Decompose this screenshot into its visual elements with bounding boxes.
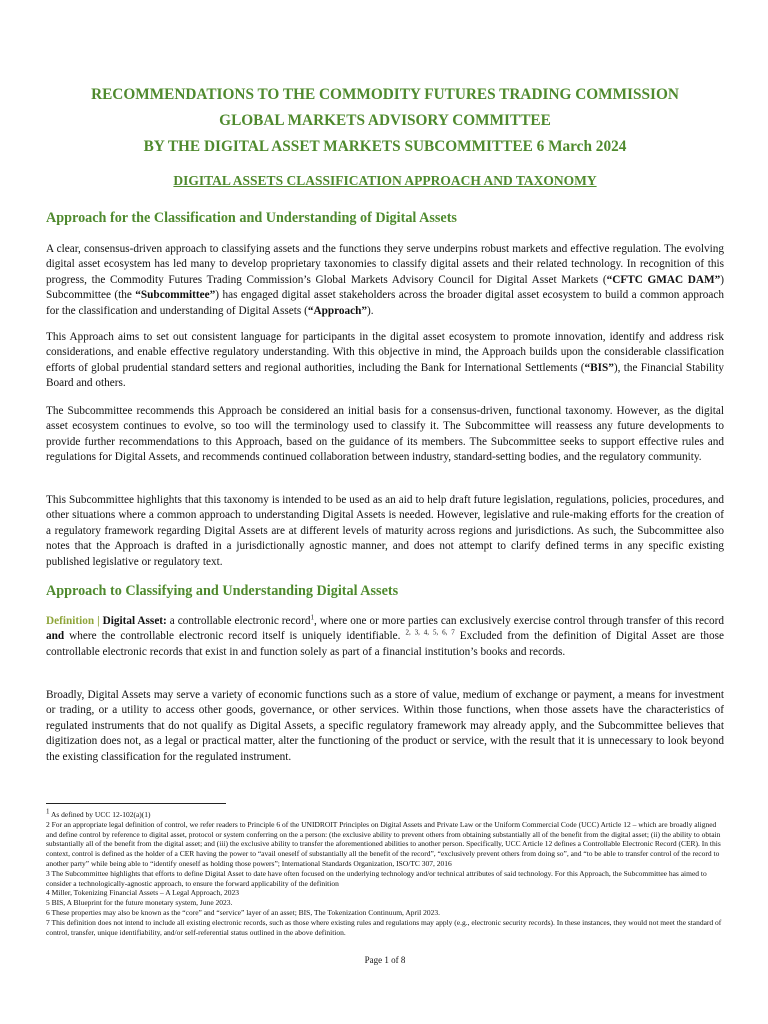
p2-text-a: This Approach aims to set out consistent language for participants in the digital asset ecosystem to promote innovation, identify and address risk considerations, and enable effective regulatory understanding. With this objective in mind, the Approach builds upon the considerable classification efforts of global prudential standard setters and regional authorities, including the Bank for International Settlements ( [46,331,724,374]
definition-term: Digital Asset: [102,615,167,627]
definition-text-a: a controllable electronic record [166,615,311,627]
document-subtitle: DIGITAL ASSETS CLASSIFICATION APPROACH AND TAXONOMY [173,173,597,188]
p1-text-a: A clear, consensus-driven approach to classifying assets and the functions they serve underpins robust markets and effective regulation. The evolving digital asset ecosystem has led many to develop proprietary taxonomies to classify digital assets and their related technology. In recognition of this progress, the Commodity Futures Trading Commission’s Global Markets Advisory Council for Digital Asset Markets ( [46,243,724,286]
footnote-1 [46,807,724,820]
paragraph-recommendation: The Subcommittee recommends this Approach be considered an initial basis for a consensus-driven, functional taxonomy. However, as the digital asset ecosystem continues to evolve, so too will the terminology used to classify it. The Subcommittee will reassess any future developments to provide further recommendations to this Approach, based on the guidance of its members. The Subcommittee seeks to support effective rules and regulations for Digital Assets, and recommends continued collaboration between industry, standard-setting bodies, and the regulatory community. [46,405,724,464]
p1-term-subcommittee: “Subcommittee” [135,289,216,302]
footnote-ref-1[interactable]: 1 [310,613,315,622]
footnote-2: 2 For an appropriate legal definition of control, we refer readers to Principle 6 of the UNIDROIT Principles on Digital Assets and Private Law or the Uniform Commercial Code (UCC) Article 12 – which are broadly aligned and define control by reference to digital asset, protocol or system conferring on the a person: (the exclusive ability to prevent others from obtaining substantially all of the benefit from the digital asset; (ii) the ability to obtain substantially all of the benefit from the digital asset; and (iii) the exclusive ability to transfer the aforementioned abilities to another person. Specifically, UCC Article 12 defines a Controllable Electronic Record (CER). In this context, control is defined as the holder of a CER having the power to “avail oneself of substantially all the benefit of the record”, “exclusively prevent others from doing so”, and “to be able to transfer control of the record to another party” while being able to “identify oneself as holding those powers”; International Standards Organization, ISO/TC 307, 2016 [46,819,721,868]
title-line-2: GLOBAL MARKETS ADVISORY COMMITTEE [219,112,551,129]
footnote-6: 6 These properties may also be known as the “core” and “service” layer of an asset; BIS, The Tokenization Continuum, April 2023. [46,907,440,917]
paragraph-aims [46,330,724,392]
footnote-1-text: As defined by UCC 12-102(a)(1) [49,810,151,819]
footnote-1-num: 1 [46,807,50,816]
p1-text-c: ) Subcommittee (the [46,273,725,302]
paragraph-broadly: Broadly, Digital Assets may serve a variety of economic functions such as a store of value, medium of exchange or payment, a means for investment or trading, or a utility to access other goods, governance, or other services. Within those functions, when those assets have the characteristics of regulated instruments that do not qualify as Digital Assets, a specific regulatory framework may already apply, and the Subcommittee believes that digitization does not, as a legal or practical matter, alter the functioning of the product or service, with the result that it is unnecessary to look beyond the existing classification for the regulated instrument. [46,689,724,763]
footnote-divider [46,803,226,804]
definition-label: Definition | [46,615,100,627]
definition-text-c: where the controllable electronic record itself is uniquely identifiable. [64,630,406,643]
section-heading-classification: Approach for the Classification and Understanding of Digital Assets [46,210,457,226]
title-line-3: BY THE DIGITAL ASSET MARKETS SUBCOMMITTEE 6 March 2024 [143,138,627,155]
p1-text-e: ). [367,304,374,317]
section-heading-approach: Approach to Classifying and Understanding Digital Assets [46,583,399,599]
title-line-1: RECOMMENDATIONS TO THE COMMODITY FUTURES TRADING COMMISSION [91,86,679,103]
footnote-7: 7 This definition does not intend to include all existing electronic records, such as those where existing rules and regulations may apply (e.g., electronic security records). In these instances, they would not meet the standard of control, transfer, unique identifiability, and/or self-referential status outlined in the above definition. [46,917,722,937]
p2-term-bis: “BIS” [584,361,614,374]
p1-term-approach: “Approach” [307,304,368,317]
footnote-refs-2-7[interactable]: 2, 3, 4, 5, 6, 7 [405,628,455,637]
p2-text-c: ), the Financial Stability Board and others. [46,361,724,390]
footnote-3: 3 The Subcommittee highlights that efforts to define Digital Asset to date have often focused on the underlying technology and/or technical attributes of said technology. For this Approach, the Subcommittee has aimed to consider a technologically-agnostic approach, to ensure the forward applicability of the definition [46,868,707,888]
p1-text-d: ) has engaged digital asset stakeholders across the broader digital asset ecosystem to build a common approach for the classification and understanding of Digital Assets ( [46,289,724,317]
definition-and: and [46,630,65,643]
paragraph-highlights: This Subcommittee highlights that this taxonomy is intended to be used as an aid to help draft future legislation, regulations, policies, procedures, and other situations where a common approach to understanding Digital Assets is needed. However, legislative and rule-making efforts for the creation of a regulatory framework regarding Digital Assets are at different levels of maturity across regions and jurisdictions. As such, the Subcommittee also notes that the Approach is drafted in a jurisdictionally agnostic manner, and does not attempt to clarify defined terms in any specific existing published legislative or regulatory text. [46,494,724,568]
definition-text-b: , where one or more parties can exclusively exercise control through transfer of this record [314,615,725,627]
paragraph-definition [46,614,724,660]
page-number: Page 1 of 8 [364,955,406,965]
p1-term-cftc: “CFTC GMAC DAM” [606,273,721,286]
footnotes [46,807,724,937]
document-title-block [46,82,724,160]
paragraph-intro [46,242,724,319]
definition-text-d: Excluded from the definition of Digital Asset are those controllable electronic records that exist in and function solely as part of a financial institution’s books and records. [46,630,724,658]
footnote-5: 5 BIS, A Blueprint for the future monetary system, June 2023. [46,898,233,908]
footnote-4: 4 Miller, Tokenizing Financial Assets – A Legal Approach, 2023 [46,888,239,898]
